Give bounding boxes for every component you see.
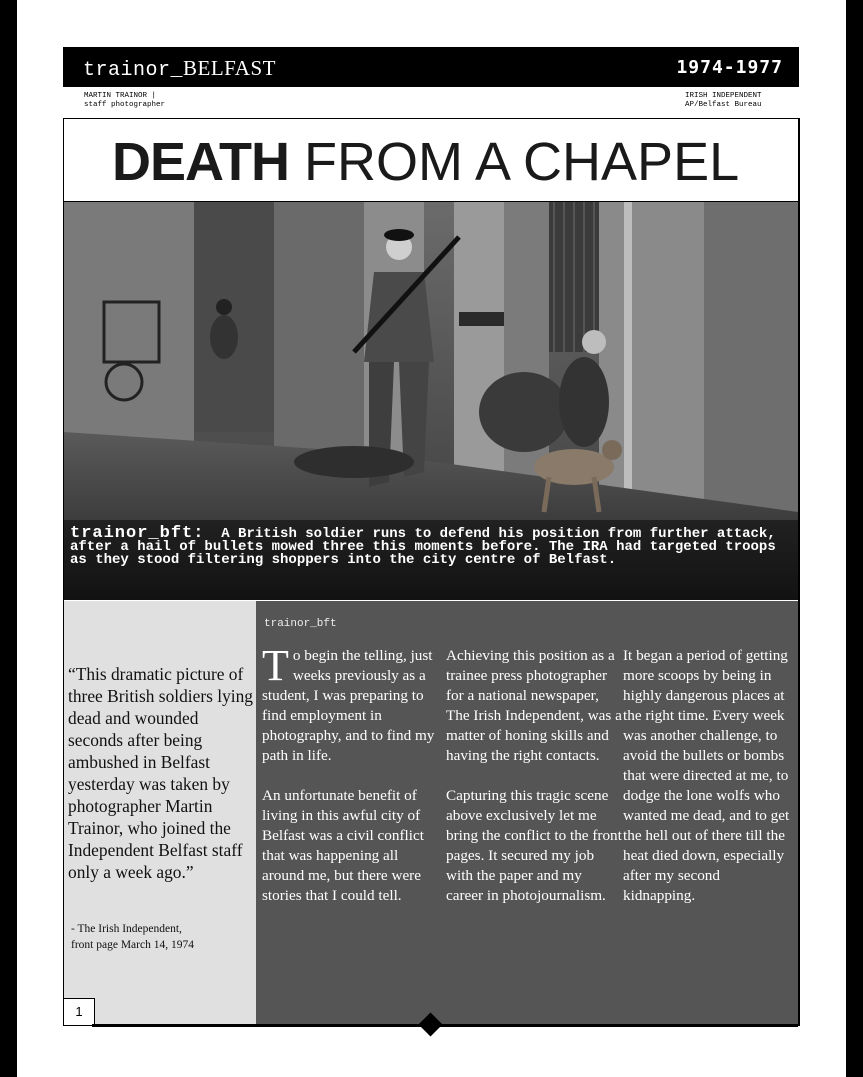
pull-quote: “This dramatic picture of three British soldiers lying dead and wounded seconds after being ambushed in Belfast yesterday was taken by photographer Martin Trainor, who joined the Independent Belfast staff only a week ago.”: [68, 664, 253, 882]
col1-paragraph-2: An unfortunate benefit of living in this awful city of Belfast was a civil conflict that was happening all around me, but there were stories that I could tell.: [262, 787, 424, 904]
attribution-date: front page March 14, 1974: [71, 939, 194, 951]
headline: [112, 131, 739, 193]
bottom-rule: [92, 1024, 798, 1027]
headline-rest: FROM A CHAPEL: [304, 132, 740, 192]
brand-name: BELFAST: [183, 56, 276, 80]
photo-caption: [70, 524, 796, 568]
brand-prefix: trainor_: [83, 59, 184, 82]
col2-paragraph-1: Achieving this position as a trainee press photographer for a national newspaper, The Irish Independent, was a matter of honing skills and having the right contacts.: [446, 647, 622, 764]
credit-role: staff photographer: [84, 101, 166, 109]
publication-credit: [685, 92, 762, 110]
photographer-credit: [84, 92, 165, 110]
headline-bold: DEATH: [112, 132, 289, 192]
dropcap: T: [262, 641, 289, 690]
publication-bureau: AP/Belfast Bureau: [685, 101, 762, 109]
col2-paragraph-2: Capturing this tragic scene above exclusively let me bring the conflict to the front pages. It secured my job with the paper and my career in photojournalism.: [446, 787, 622, 904]
col3-paragraph-1: It began a period of getting more scoops by being in highly dangerous places at the right time. Every week was another challenge, to avoid the bullets or bombs that were directed at me, to dodge the lone wolfs who wanted me dead, and to get the hell out of there till the heat died down, especially after my second kidnapping.: [623, 647, 790, 904]
article-column-3: [623, 646, 795, 926]
publication-name: IRISH INDEPENDENT: [685, 92, 762, 100]
caption-text: A British soldier runs to defend his position from further attack, after a hail of bullets mowed three this moments before. The IRA had targeted troops as they stood filtering shoppers into the city centre of Belfast.: [70, 526, 776, 568]
col1-paragraph-1: [262, 641, 442, 766]
masthead-bar: [63, 47, 799, 87]
masthead-brand: [83, 56, 276, 82]
masthead-years: 1974-1977: [676, 57, 783, 78]
article-column-2: [446, 646, 622, 926]
attribution-source: - The Irish Independent,: [71, 923, 182, 935]
caption-lead: trainor_bft:: [70, 524, 205, 543]
headline-banner: [64, 119, 798, 202]
quote-attribution: [71, 921, 194, 953]
page-number: 1: [63, 998, 95, 1026]
article-column-1: [262, 641, 442, 926]
article-byline: trainor_bft: [264, 618, 337, 630]
credit-name: MARTIN TRAINOR |: [84, 92, 157, 100]
col1-p1-text: o begin the telling, just weeks previously as a student, I was preparing to find employment in photography, and to find my path in life.: [262, 647, 435, 764]
